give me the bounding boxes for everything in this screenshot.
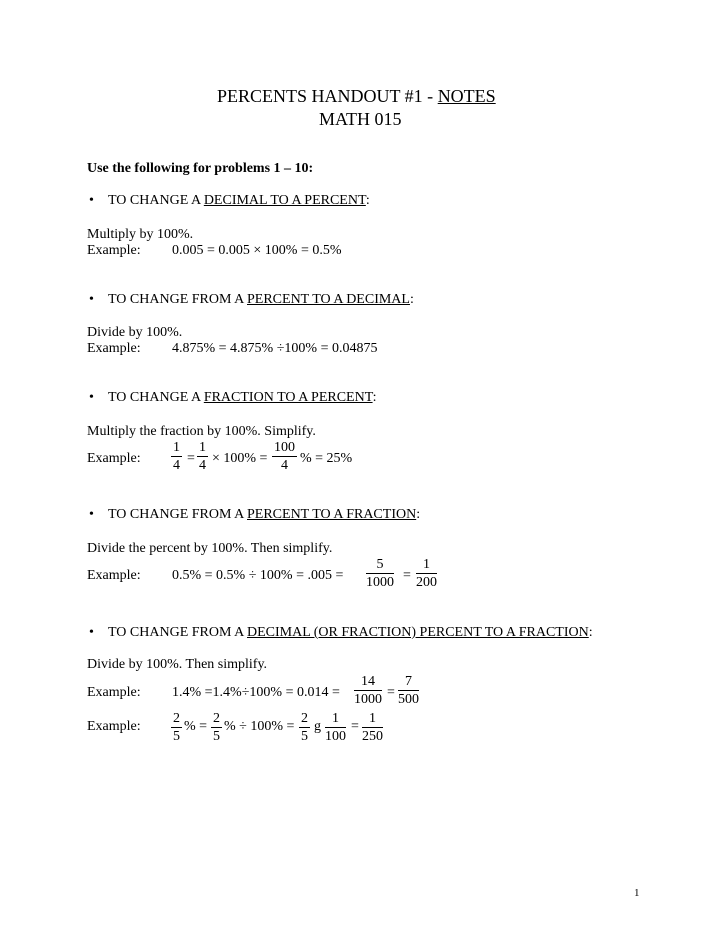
multiply-symbol: g [314, 719, 321, 734]
numerator: 7 [398, 674, 419, 691]
title-line-2: MATH 015 [319, 109, 402, 129]
heading-prefix: TO CHANGE FROM A [108, 625, 247, 640]
numerator: 1 [362, 711, 383, 728]
bullet: • [89, 193, 94, 208]
numerator: 14 [354, 674, 382, 691]
heading-suffix: : [416, 507, 421, 522]
bullet: • [89, 292, 94, 307]
denominator: 5 [213, 729, 220, 744]
heading-prefix: TO CHANGE A [108, 193, 204, 208]
section-1-example-label: Example: [87, 243, 141, 258]
fraction [416, 557, 437, 590]
denominator: 4 [199, 458, 206, 473]
heading-suffix: : [409, 292, 414, 307]
section-2-heading [108, 292, 414, 308]
heading-prefix: TO CHANGE A [108, 390, 204, 405]
denominator: 4 [281, 458, 288, 473]
denominator: 200 [416, 575, 437, 590]
heading-underlined: DECIMAL (OR FRACTION) PERCENT TO A FRACTION [247, 625, 589, 640]
equals: = [403, 568, 411, 583]
section-5-example-1: 1.4% =1.4%÷100% = 0.014 = [172, 685, 340, 700]
heading-prefix: TO CHANGE FROM A [108, 292, 247, 307]
heading-underlined: FRACTION TO A PERCENT [203, 390, 373, 405]
divide-by-100-percent: % ÷ 100% = [224, 719, 295, 734]
section-4-heading [108, 507, 420, 523]
numerator: 5 [366, 557, 394, 574]
times-100-percent: × 100% = [212, 451, 268, 466]
section-4-example: 0.5% = 0.5% ÷ 100% = .005 = [172, 568, 344, 583]
bullet: • [89, 390, 94, 405]
heading-suffix: : [372, 390, 377, 405]
fraction [171, 711, 182, 744]
page-number: 1 [634, 887, 640, 899]
section-2-example-label: Example: [87, 341, 141, 356]
section-1-example: 0.005 = 0.005 × 100% = 0.5% [172, 243, 342, 258]
bullet: • [89, 625, 94, 640]
section-5-instruction: Divide by 100%. Then simplify. [87, 657, 268, 672]
title-line-1 [217, 86, 496, 106]
denominator: 4 [173, 458, 180, 473]
section-1-heading [108, 193, 370, 209]
bullet: • [89, 507, 94, 522]
fraction [197, 440, 208, 473]
fraction [325, 711, 346, 744]
denominator: 1000 [366, 575, 394, 590]
fraction [299, 711, 310, 744]
section-4-example-label: Example: [87, 568, 141, 583]
title-notes: NOTES [437, 86, 496, 106]
denominator: 5 [301, 729, 308, 744]
title-prefix: PERCENTS HANDOUT #1 - [217, 86, 438, 106]
fraction [398, 674, 419, 707]
section-1-instruction: Multiply by 100%. [87, 227, 194, 242]
section-3-example-label: Example: [87, 451, 141, 466]
section-5-example-1-label: Example: [87, 685, 141, 700]
numerator: 1 [325, 711, 346, 728]
fraction [366, 557, 394, 590]
fraction [362, 711, 383, 744]
fraction [171, 440, 182, 473]
heading-underlined: DECIMAL TO A PERCENT [203, 193, 366, 208]
equals: = [351, 719, 359, 734]
equals: = [387, 685, 395, 700]
heading-underlined: PERCENT TO A FRACTION [247, 507, 417, 522]
fraction [272, 440, 297, 473]
section-2-example: 4.875% = 4.875% ÷100% = 0.04875 [172, 341, 378, 356]
denominator: 5 [173, 729, 180, 744]
numerator: 1 [199, 440, 206, 455]
numerator: 100 [274, 440, 295, 455]
percent-equals: % = [184, 719, 208, 734]
heading-underlined: PERCENT TO A DECIMAL [247, 292, 410, 307]
numerator: 1 [416, 557, 437, 574]
section-2-instruction: Divide by 100%. [87, 325, 183, 340]
heading-suffix: : [365, 193, 370, 208]
fraction [354, 674, 382, 707]
numerator: 2 [301, 711, 308, 726]
section-5-example-2-label: Example: [87, 719, 141, 734]
denominator: 100 [325, 729, 346, 744]
section-4-instruction: Divide the percent by 100%. Then simplify. [87, 541, 333, 556]
numerator: 2 [213, 711, 220, 726]
fraction [211, 711, 222, 744]
section-5-heading [108, 625, 593, 641]
denominator: 1000 [354, 692, 382, 707]
heading-prefix: TO CHANGE FROM A [108, 507, 247, 522]
section-3-heading [108, 390, 376, 406]
result: % = 25% [300, 451, 353, 466]
denominator: 500 [398, 692, 419, 707]
denominator: 250 [362, 729, 383, 744]
section-3-instruction: Multiply the fraction by 100%. Simplify. [87, 424, 316, 439]
heading-suffix: : [588, 625, 593, 640]
numerator: 1 [173, 440, 180, 455]
numerator: 2 [173, 711, 180, 726]
equals: = [187, 451, 195, 466]
intro-text: Use the following for problems 1 – 10: [87, 161, 314, 176]
